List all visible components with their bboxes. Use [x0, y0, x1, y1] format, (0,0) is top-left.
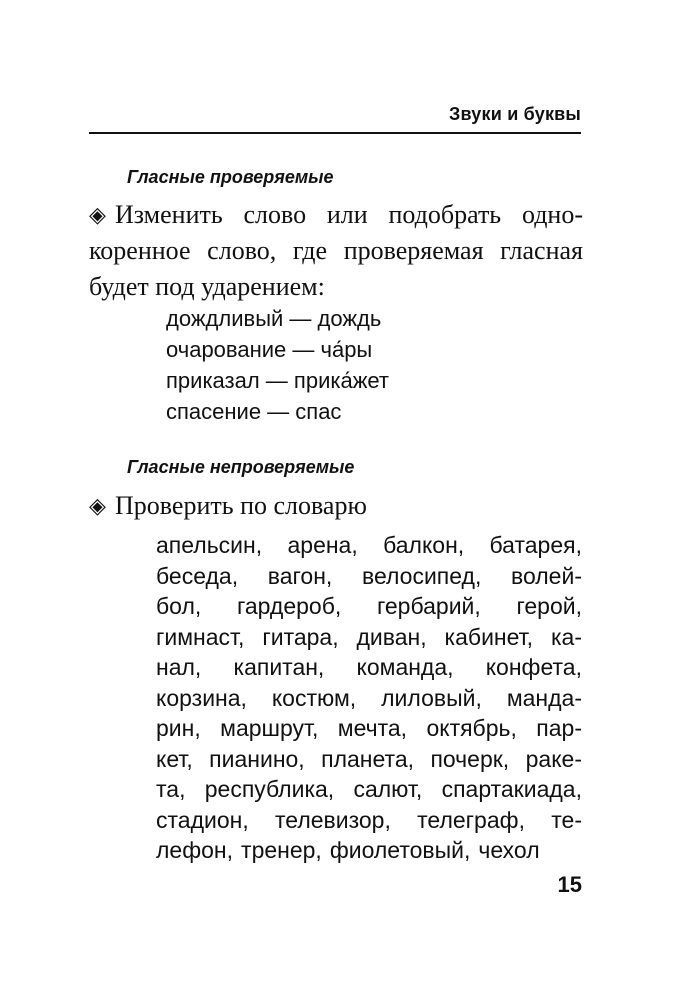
dictionary-word: бол,	[156, 593, 202, 619]
dictionary-word: апельсин,	[156, 532, 263, 558]
dictionary-word: лиловый,	[381, 684, 482, 711]
dictionary-word: салют,	[353, 776, 423, 802]
example-line: приказал — прика́жет	[166, 368, 389, 393]
dictionary-word: чехол	[478, 837, 540, 863]
dictionary-word: капитан,	[233, 654, 325, 680]
dictionary-word: гербарий,	[377, 593, 481, 619]
dictionary-word: маршрут,	[220, 715, 319, 741]
rule-text: Изменить слово или подобрать одно-коренное слово, где проверяемая гласная будет под ударением:	[89, 200, 583, 301]
dictionary-word: ка-	[550, 623, 582, 650]
dictionary-word: вагон,	[267, 562, 333, 589]
dictionary-word: та,	[156, 776, 186, 802]
dictionary-word: кет,	[156, 745, 193, 772]
rule-text: Проверить по словарю	[115, 491, 367, 520]
dictionary-word: батарея,	[489, 532, 582, 558]
rule-checkable-vowels	[89, 197, 583, 305]
dictionary-word: команда,	[356, 654, 454, 680]
dictionary-word: спартакиада,	[441, 776, 582, 802]
dictionary-word: фиолетовый,	[329, 837, 471, 863]
dictionary-word: балкон,	[383, 532, 465, 558]
dictionary-word: почерк,	[430, 745, 510, 772]
diamond-bullet-icon: ◈	[89, 493, 106, 518]
examples-list	[166, 303, 389, 427]
dictionary-word: октябрь,	[426, 715, 517, 741]
dictionary-word: гимнаст,	[156, 623, 245, 650]
dictionary-word: гардероб,	[236, 593, 342, 619]
dictionary-word: манда-	[506, 684, 582, 711]
dictionary-word: кабинет,	[444, 623, 534, 650]
page-number: 15	[557, 872, 582, 897]
dictionary-word: гитара,	[262, 623, 339, 650]
dictionary-word: пар-	[536, 715, 582, 741]
dictionary-word: рин,	[156, 715, 201, 741]
dictionary-word: мечта,	[337, 715, 408, 741]
header-divider	[89, 132, 581, 134]
dictionary-word: те-	[551, 806, 582, 833]
dictionary-word: беседа,	[156, 562, 239, 589]
dictionary-word: планета,	[321, 745, 414, 772]
section-title-uncheckable-vowels: Гласные непроверяемые	[127, 457, 355, 477]
dictionary-word: герой,	[516, 593, 582, 619]
dictionary-word: костюм,	[271, 684, 357, 711]
dictionary-word: стадион,	[156, 806, 249, 833]
dictionary-words-list	[156, 530, 582, 866]
running-header: Звуки и буквы	[449, 104, 581, 124]
dictionary-word: волей-	[511, 562, 582, 589]
dictionary-word: республика,	[204, 776, 335, 802]
dictionary-word: раке-	[525, 745, 582, 772]
dictionary-word: конфета,	[485, 654, 582, 680]
dictionary-word: арена,	[287, 532, 358, 558]
dictionary-word: нал,	[156, 654, 202, 680]
dictionary-word: тренер,	[241, 837, 322, 863]
dictionary-word: телеграф,	[417, 806, 525, 833]
example-line: дождливый — дождь	[166, 306, 382, 331]
example-line: спасение — спас	[166, 399, 342, 424]
dictionary-word: телевизор,	[275, 806, 391, 833]
dictionary-word: диван,	[356, 623, 427, 650]
dictionary-word: велосипед,	[361, 562, 482, 589]
diamond-bullet-icon: ◈	[89, 202, 106, 227]
dictionary-word: корзина,	[156, 684, 247, 711]
dictionary-word: лефон,	[156, 837, 234, 863]
rule-uncheckable-vowels	[89, 488, 583, 524]
dictionary-word: пианино,	[209, 745, 305, 772]
section-title-checkable-vowels: Гласные проверяемые	[127, 167, 334, 187]
example-line: очарование — ча́ры	[166, 337, 373, 362]
